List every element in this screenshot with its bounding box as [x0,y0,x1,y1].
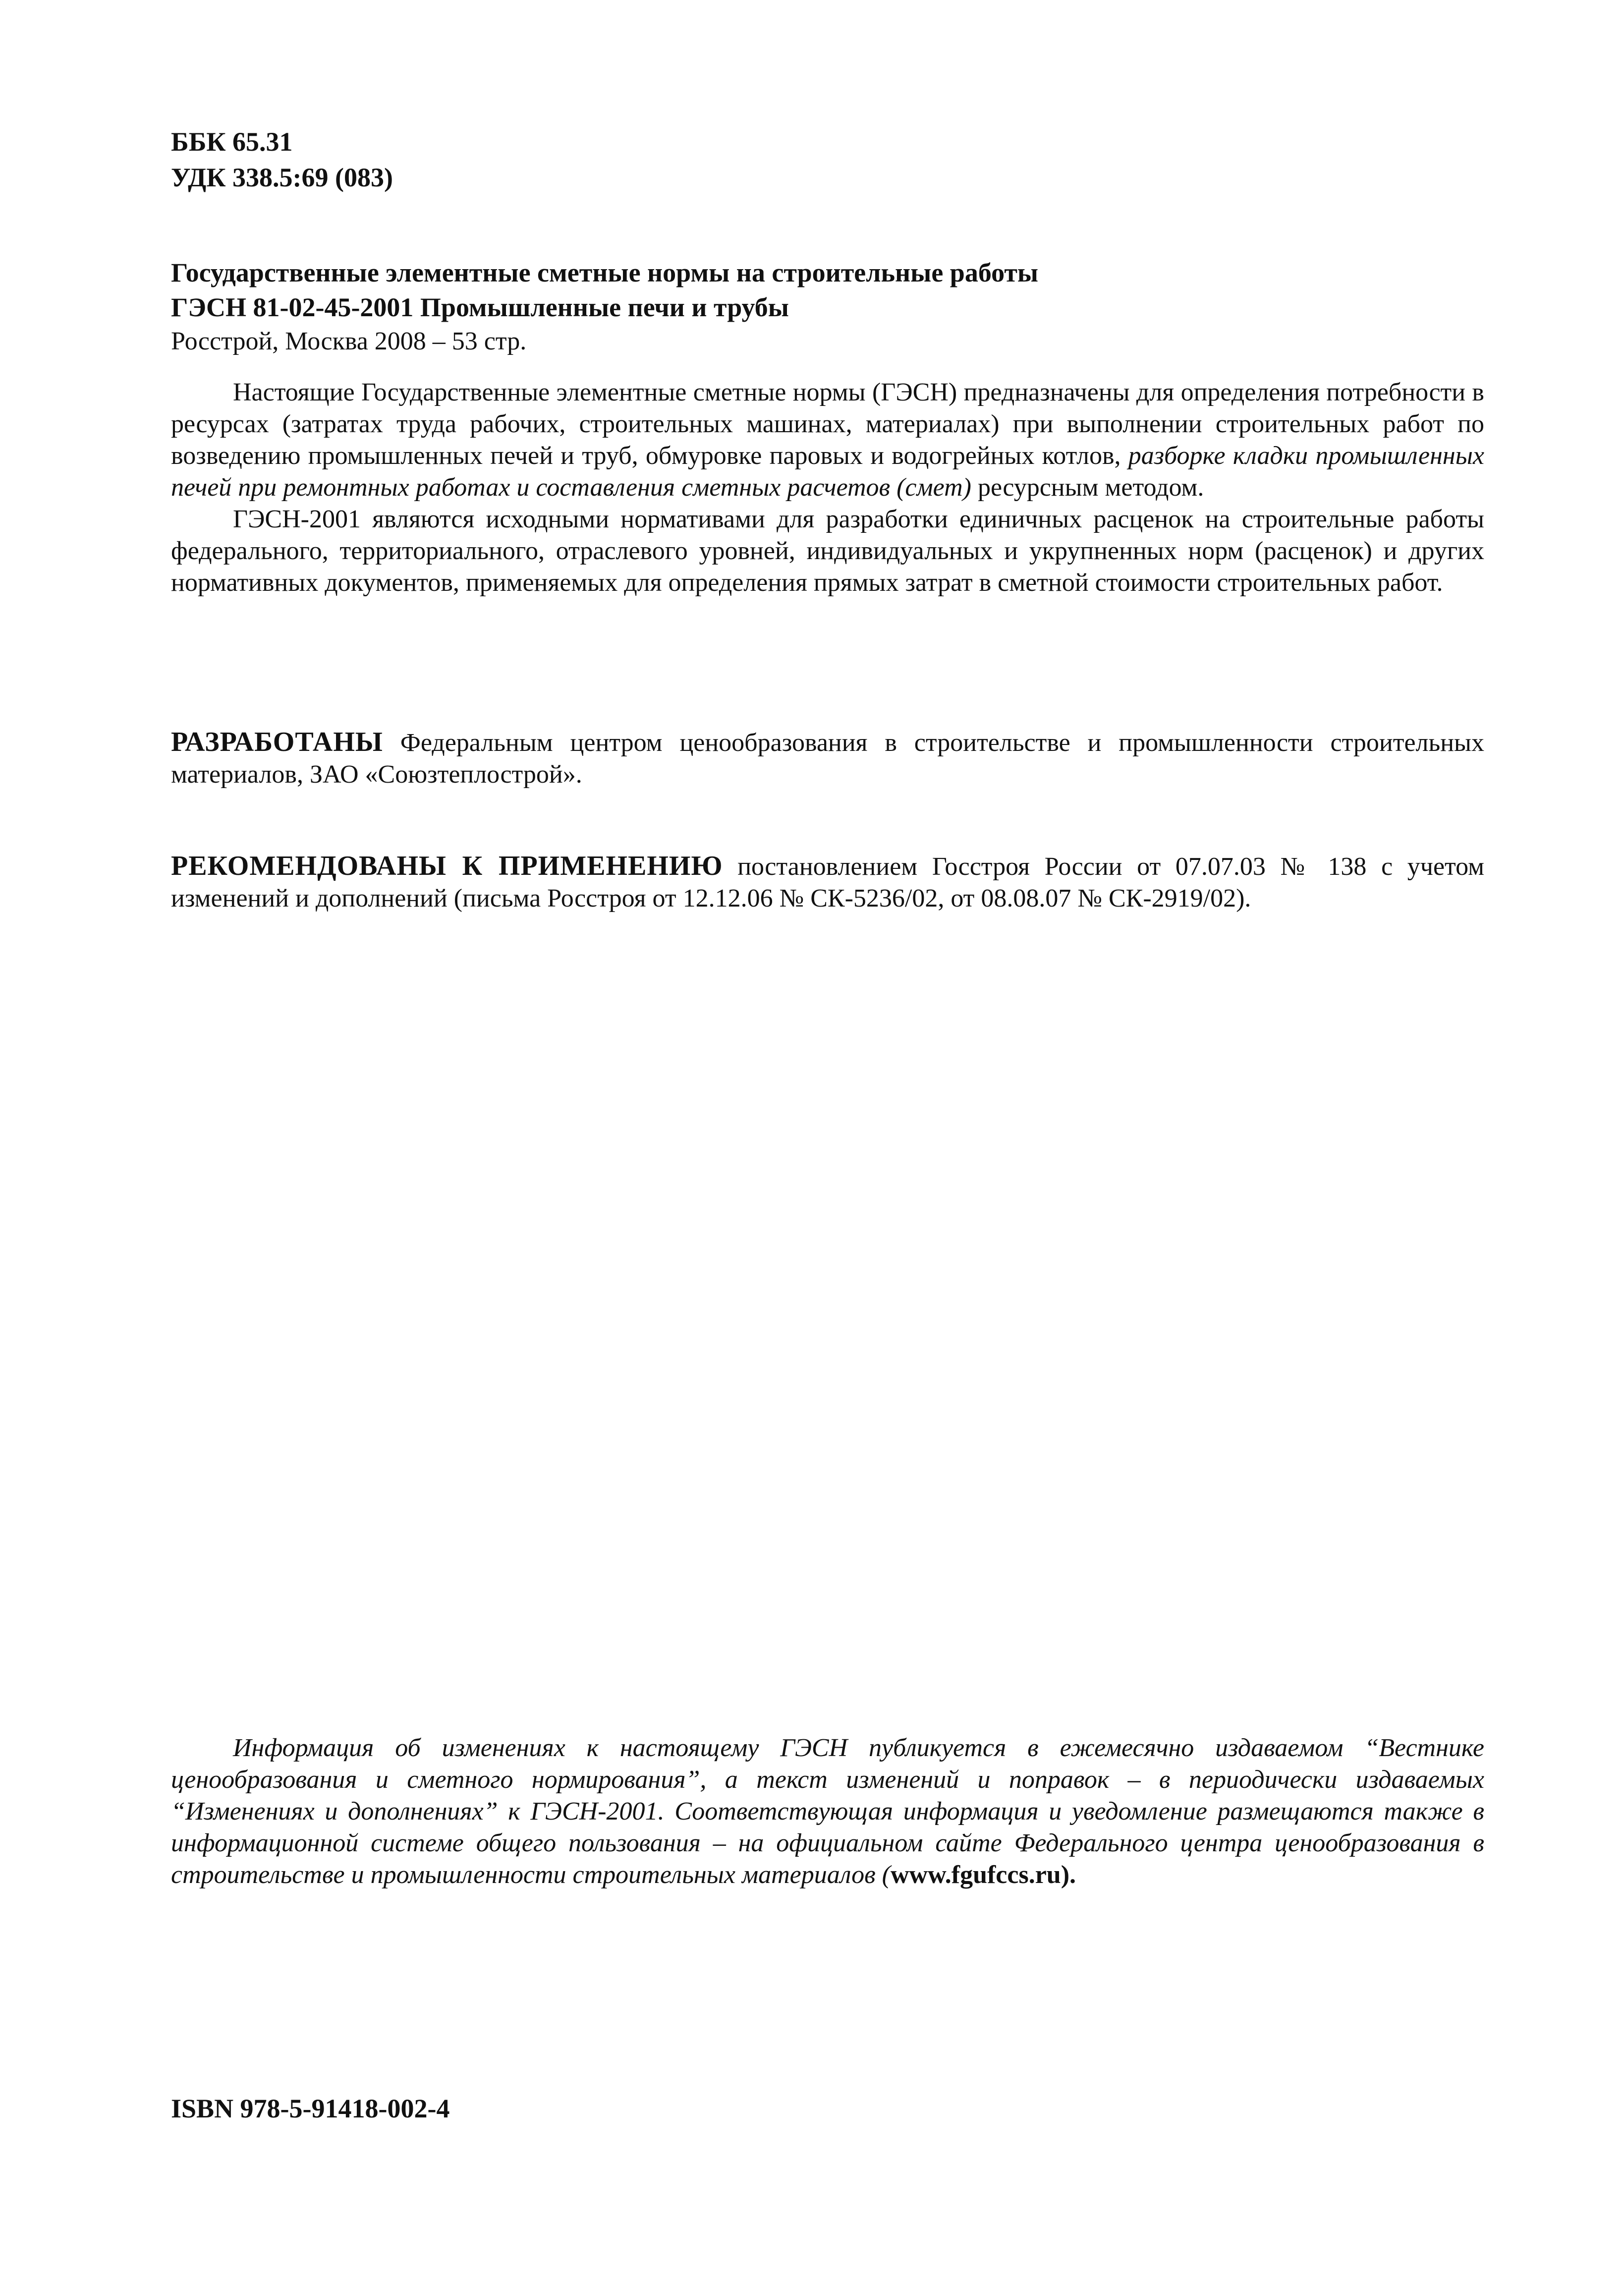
recommended-lead: РЕКОМЕНДОВАНЫ К ПРИМЕНЕНИЮ [171,851,723,881]
developed-by [171,726,1484,791]
udk-code: УДК 338.5:69 (083) [171,163,393,192]
title-block [171,255,1484,358]
website-link[interactable]: www.fgufccs.ru [890,1861,1061,1889]
description [171,377,1484,599]
bbk-code: ББК 65.31 [171,127,293,157]
developed-text: Федеральным центром ценообразования в строительстве и промышленности строительных материалов, ЗАО «Союзтеплострой». [171,729,1484,789]
changes-info [171,1732,1484,1891]
recommended-for-use [171,850,1484,914]
document-subtitle: ГЭСН 81-02-45-2001 Промышленные печи и трубы [171,292,789,322]
changes-info-end: ). [1061,1861,1076,1889]
developed-paragraph [171,726,1484,791]
isbn: ISBN 978-5-91418-002-4 [171,2094,450,2123]
recommended-paragraph [171,850,1484,914]
description-end-text: ресурсным методом. [971,473,1204,502]
document-title: Государственные элементные сметные нормы на строительные работы [171,258,1039,287]
publisher-line: Росстрой, Москва 2008 – 53 стр. [171,327,527,355]
description-paragraph-2: ГЭСН-2001 являются исходными нормативами для разработки единичных расценок на строительные работы федерального, территориального, отраслевого уровней, индивидуальных и укрупненных норм (расценок) и других нормативных документов, применяемых для определения прямых затрат в сметной стоимости строительных работ. [171,505,1484,597]
description-paragraph-1 [171,377,1484,504]
changes-info-text: Информация об изменениях к настоящему ГЭСН публикуется в ежемесячно издаваемом “Вестнике ценообразования и сметного нормирования”, а текст изменений и поправок – в периодически издаваемых “Изменениях и дополнениях” к ГЭСН-2001. Соответствующая информация и уведомление размещаются также в информационной системе общего пользования – на официальном сайте Федерального центра ценообразования в строительстве и промышленности строительных материалов ( [171,1734,1484,1889]
recommended-text: постановлением Госстроя России от 07.07.03 № 138 с учетом изменений и дополнений (письма Росстроя от 12.12.06 № СК-5236/02, от 08.08.07 № СК-2919/02). [171,853,1484,913]
description-text: Настоящие Государственные элементные сметные нормы (ГЭСН) предназначены для определения потребности в ресурсах (затратах труда рабочих, строительных машинах, материалах) при выполнении строительных работ по возведению промышленных печей и труб, обмуровке паровых и водогрейных котлов, [171,378,1484,470]
description-italic-text: разборке кладки промышленных печей при ремонтных работах и составления сметных расчетов (смет) [171,442,1484,502]
classification-codes [171,124,1484,195]
changes-info-paragraph [171,1732,1484,1891]
developed-lead: РАЗРАБОТАНЫ [171,727,383,757]
